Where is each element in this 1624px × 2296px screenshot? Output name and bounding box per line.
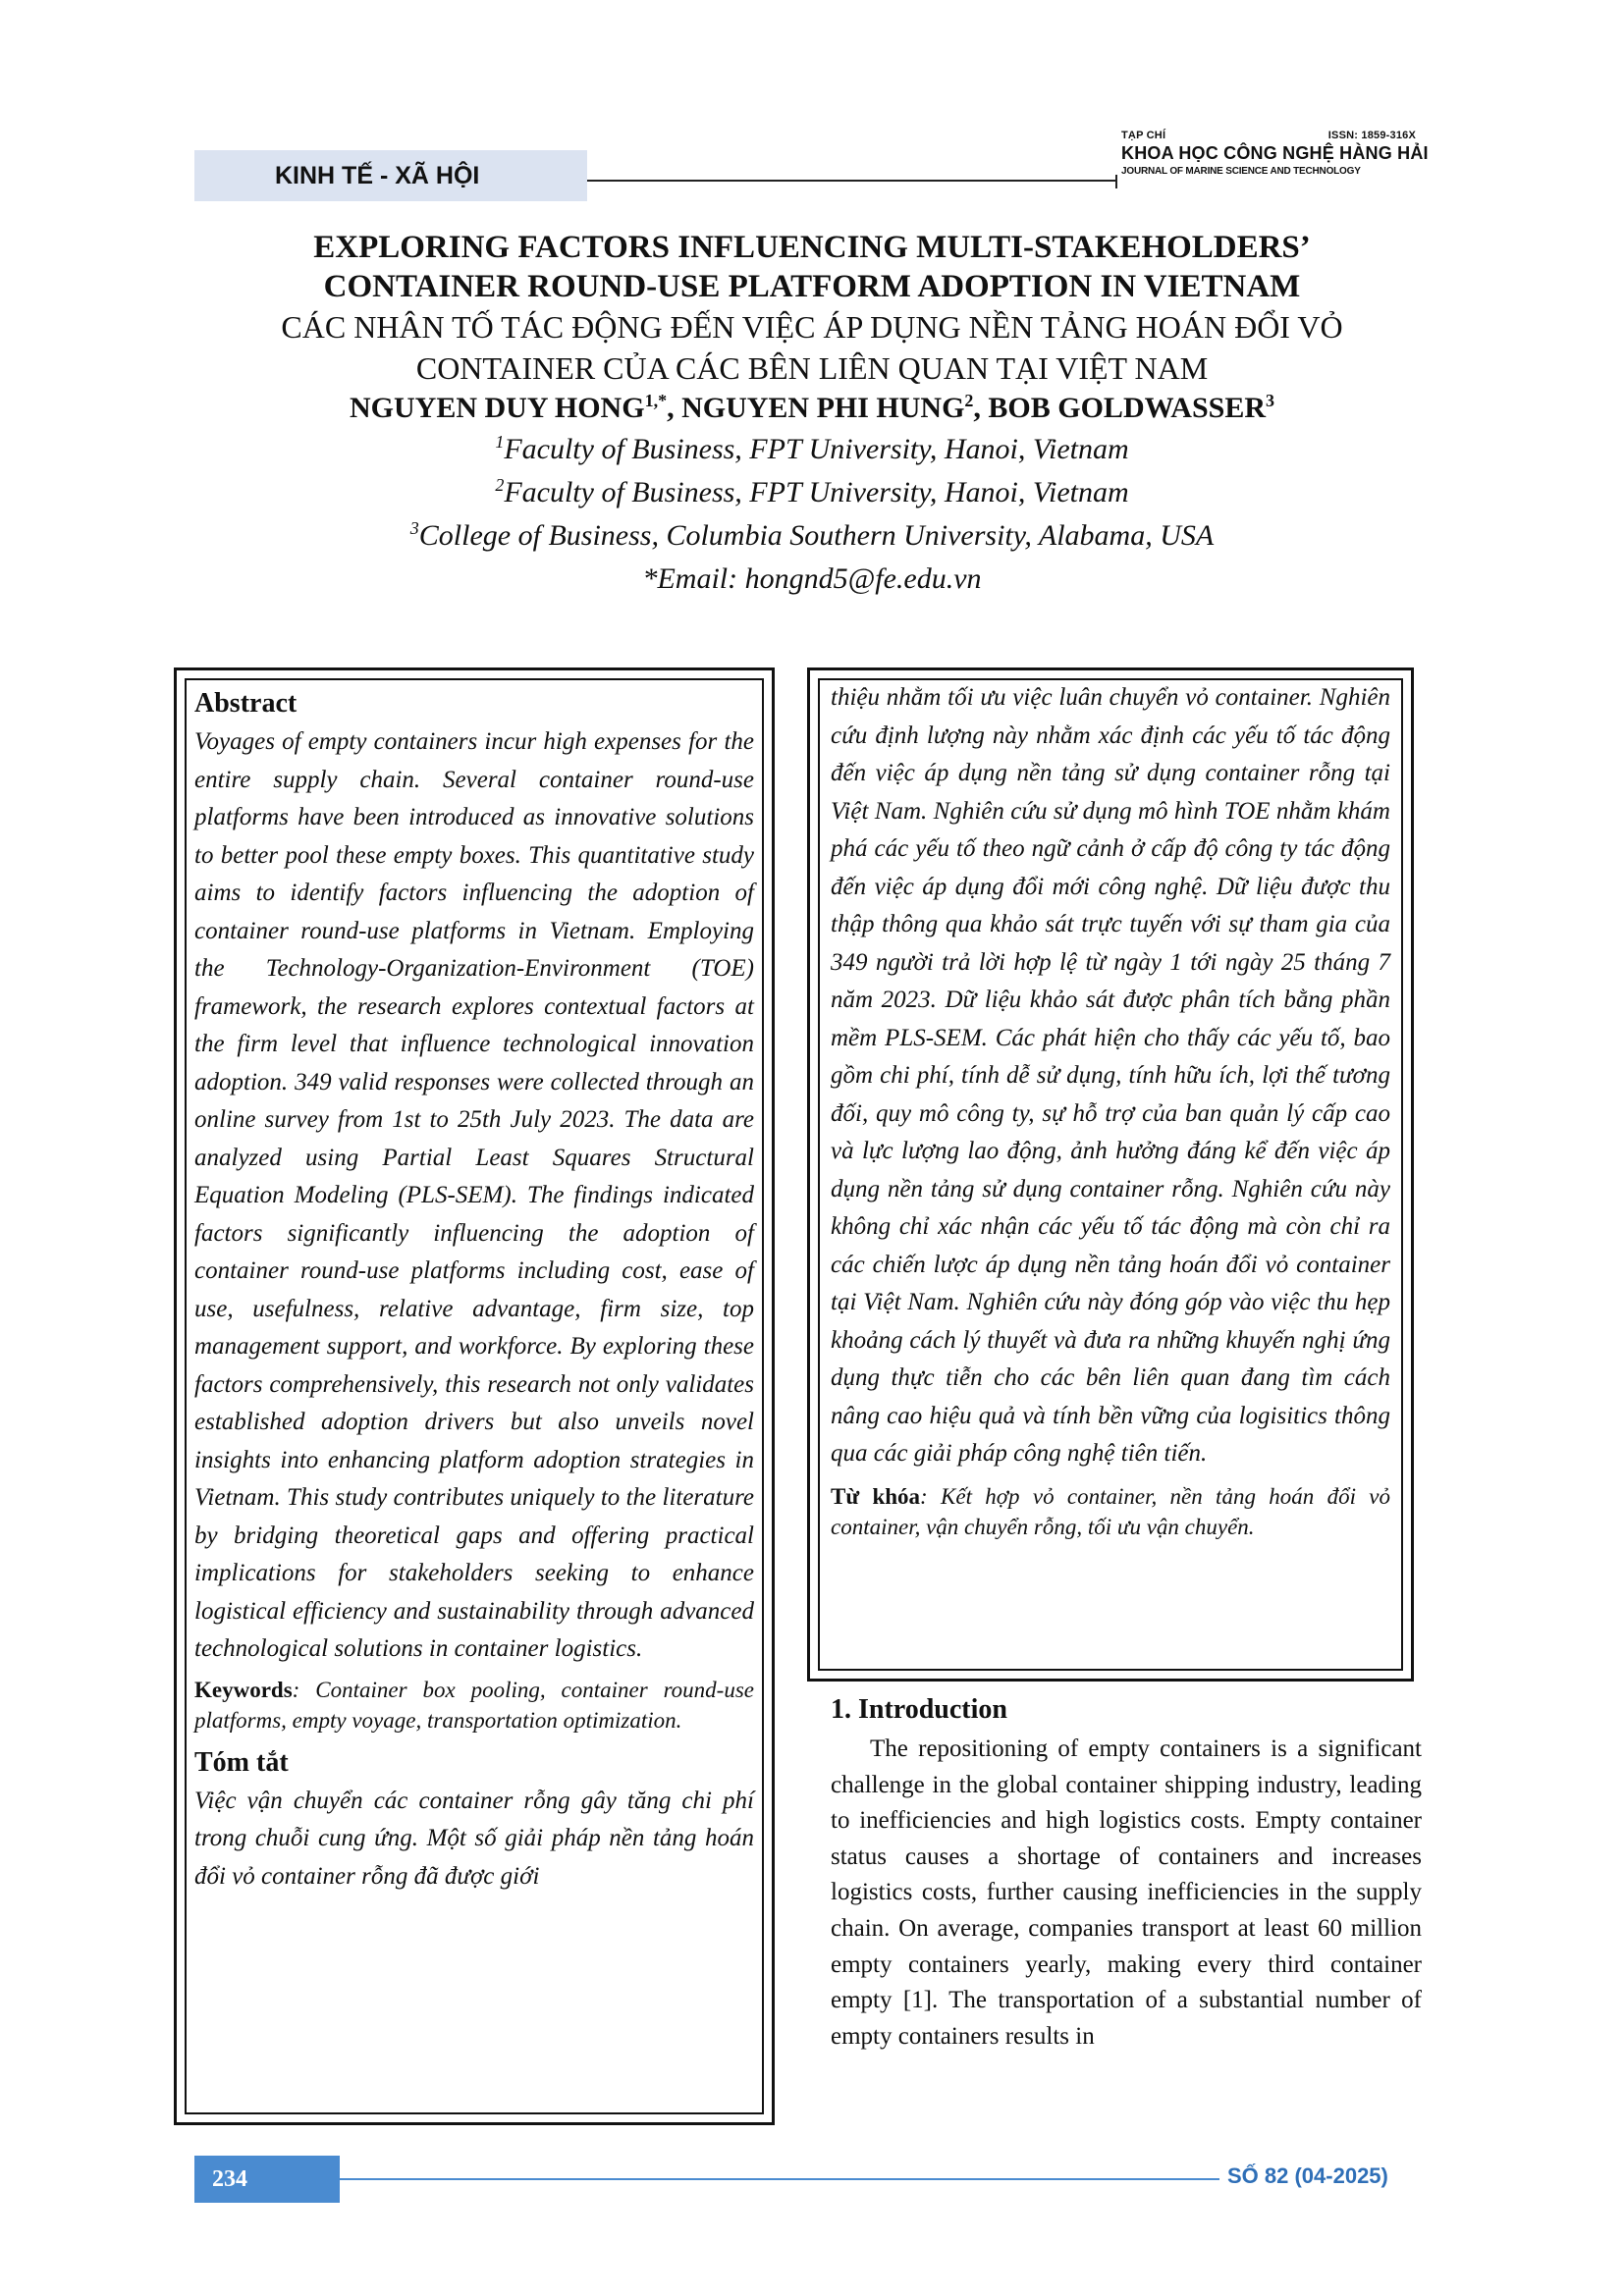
- journal-masthead: [1121, 130, 1429, 177]
- title-vi-line1: CÁC NHÂN TỐ TÁC ĐỘNG ĐẾN VIỆC ÁP DỤNG NỀN TẢNG HOÁN ĐỔI VỎ: [281, 309, 1343, 345]
- tomtat-text-right: thiệu nhằm tối ưu việc luân chuyển vỏ container. Nghiên cứu định lượng này nhằm xác định các yếu tố tác động đến việc áp dụng nền tảng sử dụng container rỗng tại Việt Nam. Nghiên cứu sử dụng mô hình TOE nhằm khám phá các yếu tố theo ngữ cảnh ở cấp độ công ty tác động đến việc áp dụng đổi mới công nghệ. Dữ liệu được thu thập thông qua khảo sát trực tuyến với sự tham gia của 349 người trả lời hợp lệ từ ngày 1 tới ngày 25 tháng 7 năm 2023. Dữ liệu khảo sát được phân tích bằng phần mềm PLS-SEM. Các phát hiện cho thấy các yếu tố, bao gồm chi phí, tính dễ sử dụng, tính hữu ích, lợi thế tương đối, quy mô công ty, sự hỗ trợ của ban quản lý cấp cao và lực lượng lao động, ảnh hưởng đáng kể đến việc áp dụng nền tảng sử dụng container rỗng. Nghiên cứu này không chỉ xác nhận các yếu tố tác động mà còn chỉ ra các chiến lược áp dụng nền tảng hoán đổi vỏ container tại Việt Nam. Nghiên cứu này đóng góp vào việc thu hẹp khoảng cách lý thuyết và đưa ra những khuyến nghị ứng dụng thực tiễn cho các bên liên quan đang tìm cách nâng cao hiệu quả và tính bền vững của logisitics thông qua các giải pháp công nghệ tiên tiến.: [831, 684, 1390, 1467]
- affiliation-2: [147, 471, 1477, 514]
- affiliation-text: Faculty of Business, FPT University, Hanoi, Vietnam: [504, 433, 1129, 465]
- tomtat-keywords-label: Từ khóa: [831, 1483, 921, 1509]
- author-1-sup: 1,*: [644, 391, 668, 410]
- affiliation-3: [147, 514, 1477, 558]
- abstract-keywords: [194, 1675, 754, 1735]
- journal-issn: ISSN: 1859-316X: [1327, 130, 1416, 141]
- author-2-sup: 2: [964, 391, 974, 410]
- affiliation-sup: 2: [495, 475, 505, 495]
- header-divider-tick: [1115, 175, 1117, 188]
- affiliation-text: Faculty of Business, FPT University, Hanoi, Vietnam: [504, 476, 1129, 508]
- journal-name: KHOA HỌC CÔNG NGHỆ HÀNG HẢI: [1121, 143, 1429, 163]
- title-en-line2: CONTAINER ROUND-USE PLATFORM ADOPTION IN VIETNAM: [323, 269, 1301, 304]
- section-label: KINH TẾ - XÃ HỘI: [194, 150, 587, 201]
- affiliation-text: College of Business, Columbia Southern University, Alabama, USA: [418, 519, 1215, 552]
- intro-text: The repositioning of empty containers is a significant challenge in the global container shipping industry, leading to inefficiencies and high logistics costs. Empty container status causes a shortage of containers and increases logistics costs, further causing inefficiencies in the supply chain. On average, companies transport at least 60 million empty containers yearly, making every third container empty [1]. The transportation of a substantial number of empty containers results in: [831, 1735, 1422, 2050]
- affiliation-1: [147, 428, 1477, 471]
- abstract-text: Voyages of empty containers incur high expenses for the entire supply chain. Several container round-use platforms have been introduced as innovative solutions to better pool these empty boxes. This quantitative study aims to identify factors influencing the adoption of container round-use platforms in Vietnam. Employing the Technology-Organization-Environment (TOE) framework, the research explores contextual factors at the firm level that influence technological innovation adoption. 349 valid responses were collected through an online survey from 1st to 25th July 2023. The data are analyzed using Partial Least Squares Structural Equation Modeling (PLS-SEM). The findings indicated factors significantly influencing the adoption of container round-use platforms including cost, ease of use, usefulness, relative advantage, firm size, top management support, and workforce. By exploring these factors comprehensively, this research not only validates established adoption drivers but also unveils novel insights into enhancing platform adoption strategies in Vietnam. This study contributes uniquely to the literature by bridging theoretical gaps and offering practical implications for stakeholders seeking to enhance logistical efficiency and sustainability through advanced technological solutions in container logistics.: [194, 728, 754, 1662]
- corresponding-email[interactable]: *Email: hongnd5@fe.edu.vn: [642, 562, 982, 595]
- intro-heading: 1. Introduction: [831, 1694, 1007, 1725]
- author-separator: ,: [973, 392, 989, 424]
- keywords-text: : Container box pooling, container round-use platforms, empty voyage, transportation optimization.: [194, 1677, 754, 1733]
- affiliation-sup: 3: [409, 518, 419, 538]
- title-en-line1: EXPLORING FACTORS INFLUENCING MULTI-STAKEHOLDERS’: [313, 230, 1311, 265]
- tomtat-continued: [831, 679, 1390, 1542]
- abstract-heading: Abstract: [194, 688, 298, 719]
- keywords-label: Keywords: [194, 1677, 293, 1702]
- header-divider: [587, 180, 1117, 182]
- journal-label: TẠP CHÍ: [1121, 130, 1166, 141]
- page-number: 234: [194, 2156, 340, 2203]
- affiliation-sup: 1: [495, 432, 505, 452]
- author-1: NGUYEN DUY HONG: [350, 392, 645, 424]
- footer-divider: [340, 2178, 1219, 2180]
- author-2: NGUYEN PHI HUNG: [681, 392, 965, 424]
- author-3: BOB GOLDWASSER: [988, 392, 1266, 424]
- tomtat-keywords-text: : Kết hợp vỏ container, nền tảng hoán đổi vỏ container, vận chuyển rỗng, tối ưu vận chuyển.: [831, 1483, 1390, 1539]
- tomtat-text-left: Việc vận chuyển các container rỗng gây tăng chi phí trong chuỗi cung ứng. Một số giải pháp nền tảng hoán đổi vỏ container rỗng đã được giới: [194, 1787, 754, 1890]
- tomtat-keywords: [831, 1481, 1390, 1542]
- journal-name-en: JOURNAL OF MARINE SCIENCE AND TECHNOLOGY: [1121, 166, 1361, 177]
- title-vi-line2: CONTAINER CỦA CÁC BÊN LIÊN QUAN TẠI VIỆT NAM: [415, 350, 1209, 386]
- author-list: [147, 389, 1477, 428]
- author-3-sup: 3: [1266, 391, 1274, 410]
- issue-label: SỐ 82 (04-2025): [1227, 2163, 1388, 2188]
- introduction-section: [831, 1690, 1422, 2055]
- author-separator: ,: [667, 392, 682, 424]
- tomtat-heading: Tóm tắt: [194, 1746, 289, 1778]
- abstract-section: [194, 684, 754, 1896]
- title-block: [147, 228, 1477, 601]
